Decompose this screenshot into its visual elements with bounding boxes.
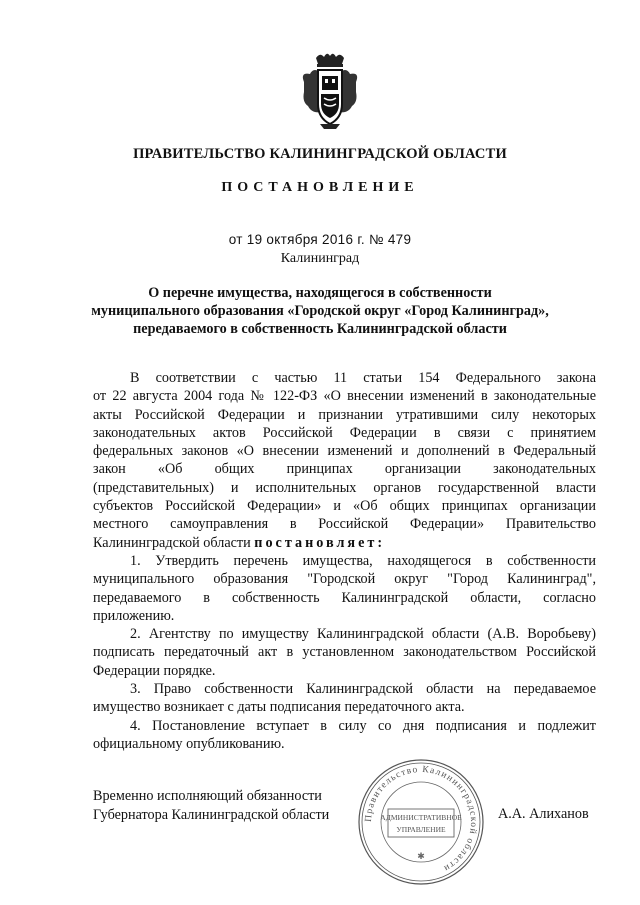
body-line: В соответствии с частью 11 статьи 154 Федерального закона <box>130 370 596 386</box>
document-type: ПОСТАНОВЛЕНИЕ <box>221 180 419 195</box>
item-3-paragraph <box>93 680 596 717</box>
resolves-word: постановляет: <box>254 534 386 551</box>
body-line: Федерации порядке. <box>93 662 216 679</box>
body-line: законодательных актов Российской Федерации в связи с принятием <box>93 424 596 441</box>
preamble-last-line: Калининградской области <box>93 534 251 551</box>
document-body <box>93 369 596 753</box>
title-line: муниципального образования «Городской округ «Город Калининград», <box>91 303 549 319</box>
stamp-inner-line: АДМИНИСТРАТИВНОЕ <box>380 813 462 822</box>
stamp-ring-text: Правительство Калининградской области <box>363 764 479 874</box>
body-line: субъектов Российской Федерации» и «Об общих принципах организации <box>93 498 596 515</box>
body-line: закон «Об общих принципах организации законодательных <box>93 461 596 478</box>
official-stamp <box>356 757 486 887</box>
stamp-star-icon: ✱ <box>417 851 425 861</box>
body-line: 4. Постановление вступает в силу со дня подписания и подлежит <box>130 717 596 734</box>
item-2-paragraph <box>93 625 596 680</box>
body-line: местного самоуправления в Российской Федерации» Правительство <box>93 516 596 533</box>
city-name: Калининград <box>280 251 360 266</box>
signatory-position <box>93 787 329 824</box>
body-line: имущество возникает с даты подписания передаточного акта. <box>93 699 465 716</box>
body-line: федеральных законов «О внесении изменений и дополнений в Федеральный <box>93 443 596 460</box>
signatory-position-line: Губернатора Калининградской области <box>93 806 330 823</box>
body-line: официальному опубликованию. <box>93 735 285 752</box>
signatory-name: А.А. Алиханов <box>498 806 589 822</box>
body-line: акты Российской Федерации и признании утратившими силу некоторых <box>93 406 596 423</box>
item-4-paragraph <box>93 717 596 754</box>
body-line: муниципального образования "Городской округ "Город Калининград", <box>93 571 596 588</box>
signatory-position-line: Временно исполняющий обязанности <box>93 788 322 804</box>
organization-name: ПРАВИТЕЛЬСТВО КАЛИНИНГРАДСКОЙ ОБЛАСТИ <box>133 146 507 162</box>
stamp-inner-line: УПРАВЛЕНИЕ <box>396 825 446 834</box>
title-line: О перечне имущества, находящегося в собственности <box>148 285 492 301</box>
body-line: 1. Утвердить перечень имущества, находящегося в собственности <box>130 552 596 569</box>
coat-of-arms-emblem <box>300 52 360 130</box>
body-line: 3. Право собственности Калининградской области на передаваемое <box>130 681 596 698</box>
body-line: передаваемого в собственность Калининградской области, согласно <box>93 589 596 606</box>
title-line: передаваемого в собственность Калининградской области <box>133 321 507 337</box>
body-line: (представительных) и исполнительных органов государственной власти <box>93 479 596 496</box>
body-line: приложению. <box>93 607 175 624</box>
body-line <box>93 534 596 552</box>
body-line: 2. Агентству по имуществу Калининградской области (А.В. Воробьеву) <box>130 626 596 643</box>
body-line: подписать передаточный акт в установленном законодательством Российской <box>93 644 596 661</box>
date-and-number: от 19 октября 2016 г. № 479 <box>228 232 412 247</box>
body-line: от 22 августа 2004 года № 122-ФЗ «О внесении изменений в законодательные <box>93 388 596 405</box>
preamble-paragraph <box>93 369 596 552</box>
document-title <box>60 284 580 338</box>
item-1-paragraph <box>93 552 596 625</box>
